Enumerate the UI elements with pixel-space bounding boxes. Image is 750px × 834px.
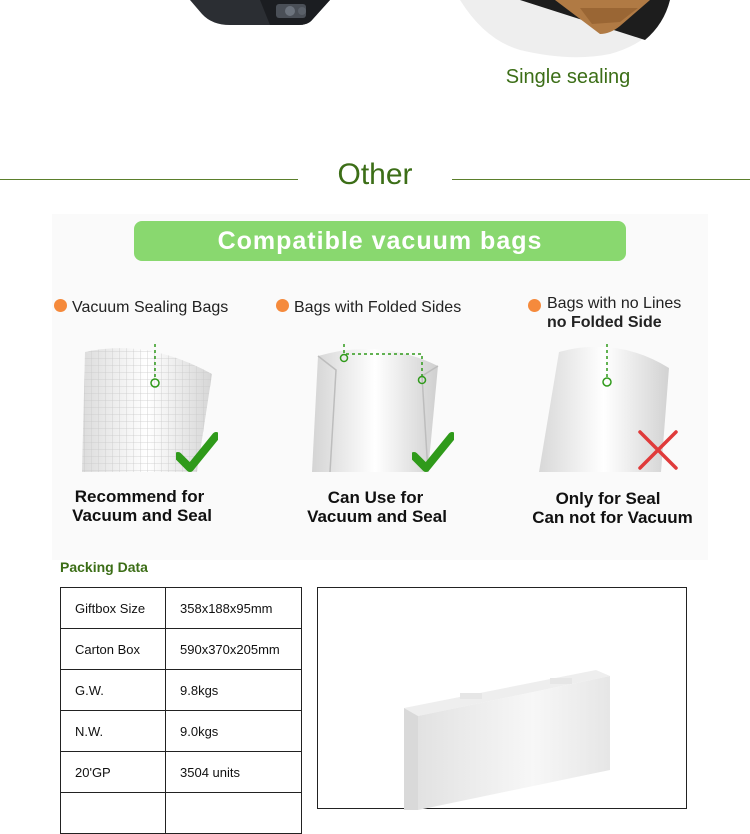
table-row — [61, 711, 302, 752]
cross-icon — [636, 428, 680, 472]
verdict-line: Recommend for — [74, 487, 205, 506]
table-cell-value — [166, 793, 302, 834]
table-cell-key: G.W. — [61, 670, 166, 711]
vacuum-sealer-image — [190, 0, 330, 26]
table-row — [61, 670, 302, 711]
table-cell-key: Giftbox Size — [61, 588, 166, 629]
table-cell-value: 358x188x95mm — [166, 588, 302, 629]
table-cell-key: N.W. — [61, 711, 166, 752]
single-sealing-caption: Single sealing — [505, 66, 631, 88]
verdict-line: Only for Seal — [555, 489, 661, 508]
bag-type-label: Bags with Folded Sides — [294, 299, 462, 316]
verdict-line: Vacuum and Seal — [307, 507, 447, 526]
table-row — [61, 629, 302, 670]
infographic-banner: Compatible vacuum bags — [134, 221, 626, 261]
verdict-line: Can Use for — [327, 488, 424, 507]
section-title: Other — [337, 158, 413, 191]
bag-type-label: no Folded Side — [547, 314, 662, 331]
table-cell-value: 9.0kgs — [166, 711, 302, 752]
packing-data-table — [60, 587, 302, 834]
bullet-icon — [276, 299, 289, 312]
table-row — [61, 752, 302, 793]
single-sealing-image — [460, 0, 670, 58]
table-cell-key: Carton Box — [61, 629, 166, 670]
bullet-icon — [528, 299, 541, 312]
bullet-icon — [54, 299, 67, 312]
table-cell-value: 590x370x205mm — [166, 629, 302, 670]
verdict-line: Can not for Vacuum — [532, 508, 693, 527]
table-cell-key: 20'GP — [61, 752, 166, 793]
section-divider-right — [452, 179, 750, 180]
check-icon — [176, 432, 218, 474]
packing-data-title: Packing Data — [60, 559, 148, 575]
bag-type-label: Vacuum Sealing Bags — [72, 299, 229, 316]
compatible-bags-infographic — [52, 214, 708, 560]
check-icon — [412, 432, 454, 474]
table-cell-key — [61, 793, 166, 834]
table-cell-value: 3504 units — [166, 752, 302, 793]
gift-box-image — [400, 660, 612, 810]
product-box-image-frame — [317, 587, 687, 809]
verdict-line: Vacuum and Seal — [72, 506, 212, 525]
bag-type-label: Bags with no Lines — [547, 295, 682, 312]
table-cell-value: 9.8kgs — [166, 670, 302, 711]
table-row — [61, 588, 302, 629]
table-row — [61, 793, 302, 834]
section-divider-left — [0, 179, 298, 180]
